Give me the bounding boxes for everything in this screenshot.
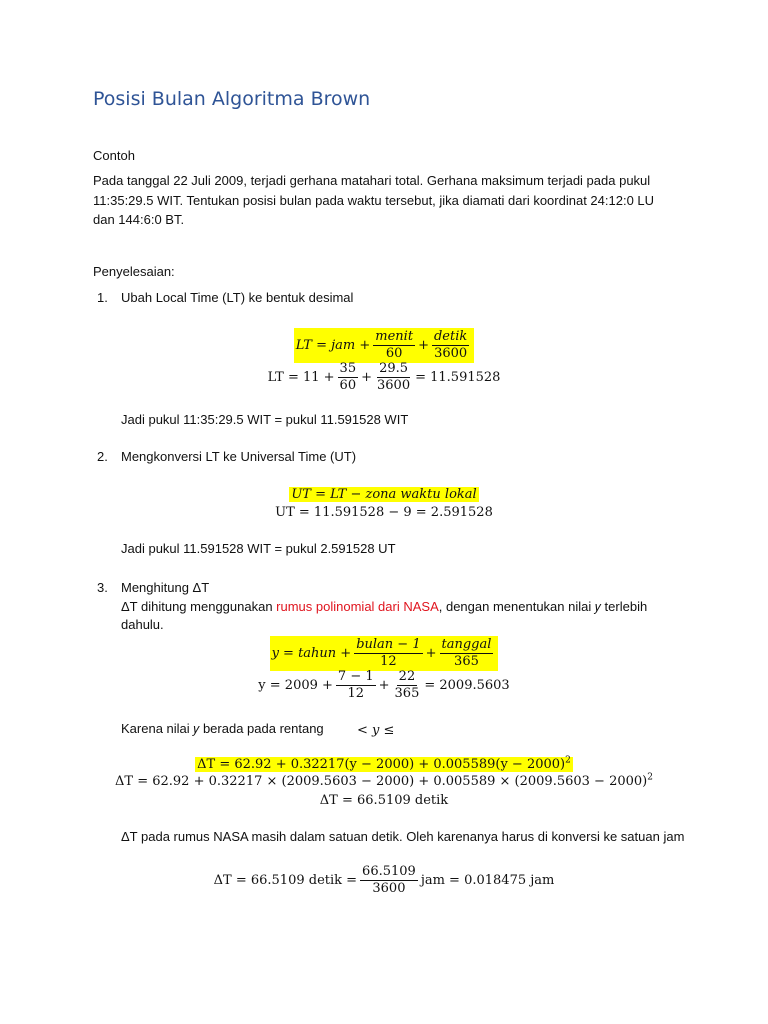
step-description <box>121 599 647 615</box>
fraction-denominator: 365 <box>454 654 479 669</box>
ut-formula-text: UT = LT − zona waktu lokal <box>291 487 477 502</box>
fraction-numerator: 7 − 1 <box>337 669 374 684</box>
lt-calculation: LT = 11 + $\frac{35}{60}$ + $\frac{29.5}{3600}$ = 11.591528 <box>267 361 501 393</box>
lt-formula-left: LT = jam + <box>295 338 371 353</box>
delta-t-formula <box>0 757 768 772</box>
ut-calculation <box>0 506 768 519</box>
problem-text <box>93 171 693 230</box>
fraction-numerator: 22 <box>398 669 416 684</box>
fraction-denominator: 3600 <box>434 346 468 361</box>
problem-line: 11:35:29.5 WIT. Tentukan posisi bulan pada waktu tersebut, jika diamati dari koordinat 24:12:0 LU <box>93 192 655 208</box>
y-calculation: y = 2009 + $\frac{7 - 1}{12}$ + $\frac{22}{365}$ = 2009.5603 <box>258 669 510 701</box>
step-description-cont: dahulu. <box>121 617 164 632</box>
step-heading: Menghitung ΔT <box>121 580 210 595</box>
step-number: 3. <box>97 580 108 595</box>
delta-t-result <box>0 794 768 807</box>
exponent: 2 <box>647 772 653 783</box>
fraction-denominator: 365 <box>394 686 420 701</box>
exponent: 2 <box>565 755 571 766</box>
page-title: Posisi Bulan Algoritma Brown <box>93 88 371 110</box>
description-text: , dengan menentukan nilai 𝑦 terlebih <box>438 599 648 614</box>
fraction-denominator: 3600 <box>377 378 411 393</box>
conversion-text: ΔT pada rumus NASA masih dalam satuan detik. Oleh karenanya harus di konversi ke satuan jam <box>121 829 685 844</box>
step-heading: Ubah Local Time (LT) ke bentuk desimal <box>121 290 354 305</box>
step-number: 2. <box>97 449 108 464</box>
range-expression: < 𝑦 ≤ <box>357 723 395 738</box>
fraction-numerator: 66.5109 <box>362 864 416 879</box>
fraction-numerator: tanggal <box>441 637 492 652</box>
delta-t-calculation <box>0 772 768 789</box>
y-calc-right: = 2009.5603 <box>424 678 510 693</box>
y-formula: y = tahun + $\frac{\text{bulan − 1}}{12}$ + $\frac{\text{tanggal}}{365}$ <box>0 636 768 671</box>
ut-calc-text: UT = 11.591528 − 9 = 2.591528 <box>275 505 493 520</box>
fraction-numerator: 35 <box>339 361 357 376</box>
lt-calc-right: = 11.591528 <box>415 370 501 385</box>
conversion-formula <box>0 864 768 897</box>
fraction-denominator: 12 <box>347 686 365 701</box>
problem-line: Pada tanggal 22 Juli 2009, terjadi gerhana matahari total. Gerhana maksimum terjadi pada pukul <box>93 173 651 188</box>
fraction-numerator: detik <box>433 329 468 344</box>
fraction-denominator: 12 <box>380 654 397 669</box>
fraction-numerator: menit <box>375 329 414 344</box>
step-note: Jadi pukul 11.591528 WIT = pukul 2.591528 UT <box>121 541 396 556</box>
description-text: ΔT dihitung menggunakan <box>121 599 277 614</box>
y-formula-left: y = tahun + <box>271 646 352 661</box>
step-note: Jadi pukul 11:35:29.5 WIT = pukul 11.591528 WIT <box>121 412 409 427</box>
fraction-denominator: 60 <box>339 378 357 393</box>
nasa-formula-link[interactable]: rumus polinomial dari NASA <box>276 599 439 614</box>
conversion-right: jam = 0.018475 jam <box>420 873 555 888</box>
delta-t-calc-text: ΔT = 62.92 + 0.32217 × (2009.5603 − 2000) + 0.005589 × (2009.5603 − 2000) <box>115 774 648 789</box>
ut-formula <box>0 487 768 502</box>
step-number: 1. <box>97 290 108 305</box>
y-calc-left: y = 2009 + <box>258 678 333 693</box>
solution-heading: Penyelesaian: <box>93 264 175 279</box>
lt-calc-left: LT = 11 + <box>267 370 335 385</box>
conversion-left: ΔT = 66.5109 detik = <box>213 873 358 888</box>
delta-t-result-text: ΔT = 66.5109 detik <box>319 793 449 808</box>
fraction-numerator: 29.5 <box>379 361 409 376</box>
step-heading: Mengkonversi LT ke Universal Time (UT) <box>121 449 357 464</box>
problem-line: dan 144:6:0 BT. <box>93 212 185 227</box>
fraction-denominator: 3600 <box>372 881 406 896</box>
lt-formula: LT = jam + $\frac{\text{menit}}{60}$ + $\frac{\text{detik}}{3600}$ <box>0 328 768 363</box>
example-heading: Contoh <box>93 148 135 163</box>
delta-t-formula-text: ΔT = 62.92 + 0.32217(y − 2000) + 0.005589(y − 2000) <box>197 757 566 772</box>
range-text: Karena nilai 𝑦 berada pada rentang <box>121 721 324 736</box>
fraction-numerator: bulan − 1 <box>356 637 421 652</box>
fraction-denominator: 60 <box>385 346 403 361</box>
